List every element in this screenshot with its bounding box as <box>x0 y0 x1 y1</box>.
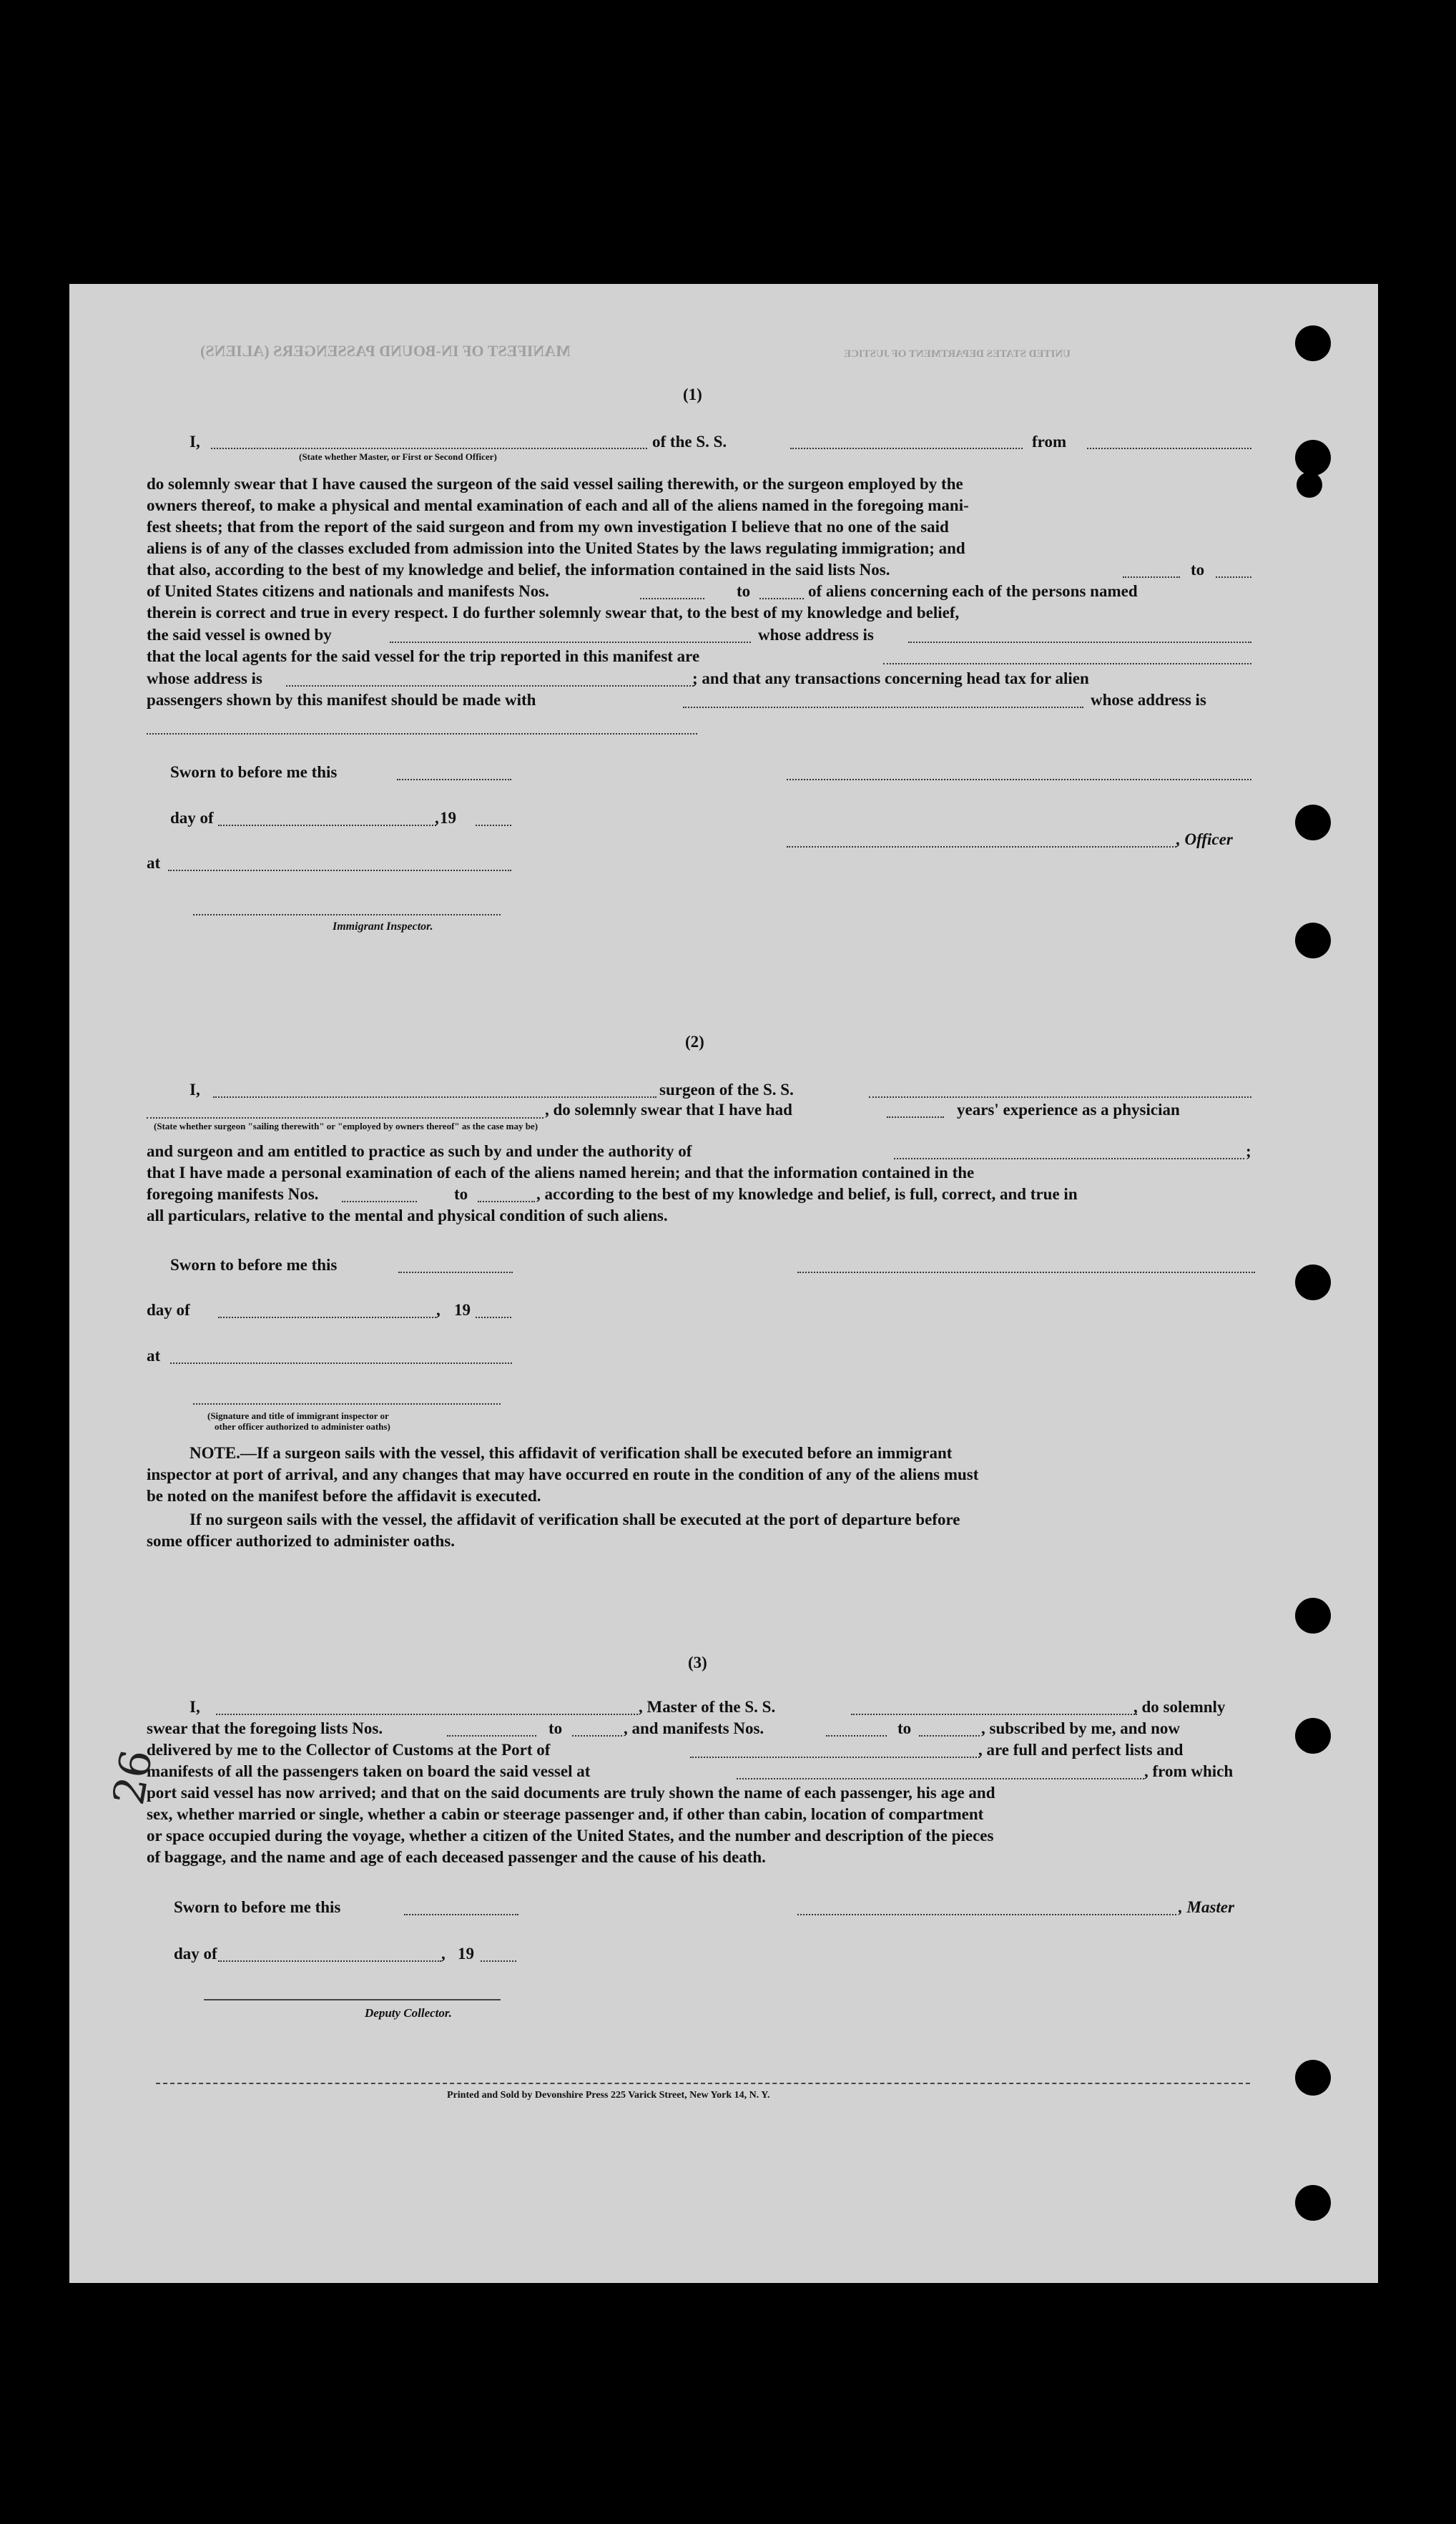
section2-para-line: all particulars, relative to the mental and physical condition of such aliens. <box>147 1207 668 1224</box>
manifests-nos-line <box>640 598 704 599</box>
agents-address-line <box>286 685 694 687</box>
s2-signature-line <box>797 1272 1255 1273</box>
section2-year: 19 <box>454 1301 471 1319</box>
section3-para-line: swear that the foregoing lists Nos. <box>147 1719 383 1737</box>
section2-years: years' experience as a physician <box>957 1101 1180 1119</box>
section1-officer: , Officer <box>1176 830 1233 848</box>
section3-day-of: day of <box>174 1945 217 1963</box>
section1-at: at <box>147 854 161 872</box>
section1-whose-address-2: whose address is <box>1091 691 1206 709</box>
section3-subscribed: , subscribed by me, and now <box>981 1719 1180 1737</box>
binder-hole <box>1297 472 1322 498</box>
section2-to: to <box>454 1185 468 1203</box>
section1-para-line: therein is correct and true in every respect. I do further solemnly swear that, to the best of my knowledge and belief, <box>147 604 960 622</box>
section2-day-of: day of <box>147 1301 190 1319</box>
section3-and-manifests: , and manifests Nos. <box>624 1719 764 1737</box>
section3-para-line: of baggage, and the name and age of each deceased passenger and the cause of his death. <box>147 1848 766 1866</box>
section3-sworn: Sworn to before me this <box>174 1898 341 1916</box>
section2-para-line: foregoing manifests Nos. <box>147 1185 319 1203</box>
section2-year-comma: , <box>436 1301 441 1319</box>
section3-para-line: delivered by me to the Collector of Customs at the Port of <box>147 1741 551 1759</box>
section2-i: I, <box>190 1081 200 1099</box>
section1-of-ss: of the S. S. <box>652 433 727 451</box>
years-line <box>887 1116 944 1118</box>
binder-hole <box>1295 1718 1331 1754</box>
s2-inspector-signature-line <box>193 1403 501 1405</box>
section1-to: to <box>737 582 751 600</box>
sworn-line <box>397 779 511 780</box>
section1-para-line: of United States citizens and nationals and manifests Nos. <box>147 582 549 600</box>
section2-number: (2) <box>685 1033 704 1051</box>
section1-para-line: the said vessel is owned by <box>147 626 332 644</box>
head-tax-address-line <box>147 733 697 735</box>
section1-year-comma: , <box>435 809 439 827</box>
master-name-line <box>216 1714 638 1715</box>
printer-imprint: Printed and Sold by Devonshire Press 225 Varick Street, New York 14, N. Y. <box>447 2090 770 2101</box>
s2-at-line <box>170 1362 512 1364</box>
master-signature-line <box>797 1914 1176 1915</box>
s3-day-line <box>218 1960 441 1962</box>
section1-para-line: fest sheets; that from the report of the said surgeon and from my own investigation I believe that no one of the said <box>147 518 949 536</box>
section1-whose-address: whose address is <box>758 626 874 644</box>
s3-manifests-to-line <box>919 1735 980 1737</box>
owner-line <box>390 642 751 643</box>
note-line: NOTE.—If a surgeon sails with the vessel, this affidavit of verification shall be executed before an immigrant <box>190 1444 953 1462</box>
at-line <box>168 870 511 871</box>
owner-address-line <box>908 642 1251 643</box>
s2-manifests-to-line <box>478 1201 535 1202</box>
section1-i: I, <box>190 433 200 451</box>
binder-hole <box>1295 440 1331 476</box>
s3-lists-nos-line <box>447 1735 536 1737</box>
authority-line <box>894 1158 1244 1159</box>
manifests-to-line <box>759 598 804 599</box>
master-ship-line <box>851 1714 1137 1715</box>
binder-hole <box>1295 1598 1331 1634</box>
s3-manifests-nos-line <box>826 1735 887 1737</box>
head-tax-line <box>683 707 1083 708</box>
section2-sig-caption: other officer authorized to administer oaths) <box>215 1421 390 1432</box>
section3-to: to <box>549 1719 563 1737</box>
section2-surgeon: surgeon of the S. S. <box>659 1081 794 1099</box>
lists-nos-line <box>1123 576 1180 578</box>
section1-of-aliens: of aliens concerning each of the persons named <box>808 582 1138 600</box>
year-line <box>476 825 511 826</box>
s2-sworn-line <box>398 1272 513 1273</box>
section1-para-line: passengers shown by this manifest should be made with <box>147 691 536 709</box>
binder-hole <box>1295 1265 1331 1300</box>
ghost-dept: UNITED STATES DEPARTMENT OF JUSTICE <box>844 348 1071 360</box>
section2-caption: (State whether surgeon "sailing therewith" or "employed by owners thereof" as the case may be) <box>154 1121 538 1131</box>
section1-inspector: Immigrant Inspector. <box>333 920 433 933</box>
surgeon-ship-line <box>869 1096 1251 1098</box>
s2-year-line <box>476 1317 511 1318</box>
officer-line-top <box>787 779 1251 780</box>
section1-para-line: aliens is of any of the classes excluded from admission into the United States by the laws regulating immigration; and <box>147 539 965 557</box>
section3-year-comma: , <box>441 1945 446 1963</box>
section3-number: (3) <box>688 1654 707 1671</box>
section1-caption: (State whether Master, or First or Second Officer) <box>299 451 497 462</box>
section3-i: I, <box>190 1698 200 1716</box>
note-line: be noted on the manifest before the affidavit is executed. <box>147 1487 541 1505</box>
footer-rule <box>156 2083 1250 2084</box>
section2-according: , according to the best of my knowledge and belief, is full, correct, and true in <box>536 1185 1078 1203</box>
binder-hole <box>1295 2060 1331 2096</box>
handwritten-mark: 26 <box>104 1746 163 1809</box>
inspector-signature-line <box>193 914 501 915</box>
binder-hole <box>1295 805 1331 840</box>
section1-day-of: day of <box>170 809 214 827</box>
section3-do-solemnly: , do solemnly <box>1133 1698 1226 1716</box>
ship-line <box>790 448 1023 449</box>
section3-from-which: , from which <box>1144 1762 1234 1780</box>
section1-para-line: that the local agents for the said vessel for the trip reported in this manifest are <box>147 647 700 665</box>
binder-hole <box>1295 923 1331 958</box>
section3-para-line: port said vessel has now arrived; and that on the said documents are truly shown the name of each passenger, his age and <box>147 1784 995 1802</box>
agents-line <box>883 663 1251 664</box>
s2-manifests-nos-line <box>342 1201 417 1202</box>
s3-year-line <box>481 1960 516 1962</box>
section2-para-line: that I have made a personal examination of each of the aliens named herein; and that the information contained in the <box>147 1164 975 1182</box>
section1-from: from <box>1032 433 1067 451</box>
section1-para-line: whose address is <box>147 669 262 687</box>
section1-para-line: do solemnly swear that I have caused the surgeon of the said vessel sailing therewith, or the surgeon employed by the <box>147 475 963 493</box>
section3-para-line: manifests of all the passengers taken on board the said vessel at <box>147 1762 591 1780</box>
section2-sig-caption: (Signature and title of immigrant inspector or <box>207 1410 389 1421</box>
s2-day-line <box>218 1317 436 1318</box>
section3-deputy: Deputy Collector. <box>365 2006 452 2020</box>
section3-year: 19 <box>458 1945 474 1963</box>
section3-para-line: or space occupied during the voyage, whether a citizen of the United States, and the number and description of the pieces <box>147 1827 994 1845</box>
section2-at: at <box>147 1347 161 1365</box>
embark-line <box>737 1778 1144 1779</box>
section1-sworn: Sworn to before me this <box>170 763 338 781</box>
section3-para-line: sex, whether married or single, whether a cabin or steerage passenger and, if other than cabin, location of compartment <box>147 1805 984 1823</box>
section3-master-sig: , Master <box>1179 1898 1234 1916</box>
binder-hole <box>1295 325 1331 361</box>
section1-to: to <box>1191 561 1205 579</box>
section1-year: 19 <box>440 809 456 827</box>
day-line <box>218 825 436 826</box>
deputy-signature-line <box>204 1999 501 2000</box>
s3-lists-to-line <box>572 1735 622 1737</box>
name-line <box>211 448 647 449</box>
note-line: inspector at port of arrival, and any changes that may have occurred en route in the condition of any of the aliens must <box>147 1465 979 1483</box>
lists-to-line <box>1216 576 1251 578</box>
officer-signature-line <box>787 846 1176 848</box>
section3-are-full: , are full and perfect lists and <box>978 1741 1184 1759</box>
surgeon-name-line <box>213 1096 656 1098</box>
section2-sworn: Sworn to before me this <box>170 1256 338 1274</box>
note-line: some officer authorized to administer oaths. <box>147 1532 455 1550</box>
section2-swear: , do solemnly swear that I have had <box>545 1101 792 1119</box>
section2-para-line: and surgeon and am entitled to practice as such by and under the authority of <box>147 1142 692 1160</box>
section1-para-line: owners thereof, to make a physical and mental examination of each and all of the aliens named in the foregoing mani- <box>147 496 969 514</box>
section2-semicolon: ; <box>1246 1142 1251 1160</box>
from-line <box>1087 448 1251 449</box>
ghost-title: MANIFEST OF IN-BOUND PASSENGERS (ALIENS) <box>200 342 571 360</box>
section1-para-line: that also, according to the best of my knowledge and belief, the information contained in the said lists Nos. <box>147 561 890 579</box>
binder-hole <box>1295 2185 1331 2221</box>
surgeon-status-line <box>147 1117 543 1119</box>
section1-head-tax: ; and that any transactions concerning head tax for alien <box>692 669 1089 687</box>
port-line <box>690 1757 980 1758</box>
section1-number: (1) <box>683 386 702 403</box>
section3-master: , Master of the S. S. <box>639 1698 776 1716</box>
section3-to: to <box>897 1719 912 1737</box>
s3-sworn-line <box>404 1914 518 1915</box>
note-line: If no surgeon sails with the vessel, the affidavit of verification shall be executed at the port of departure before <box>190 1511 960 1528</box>
